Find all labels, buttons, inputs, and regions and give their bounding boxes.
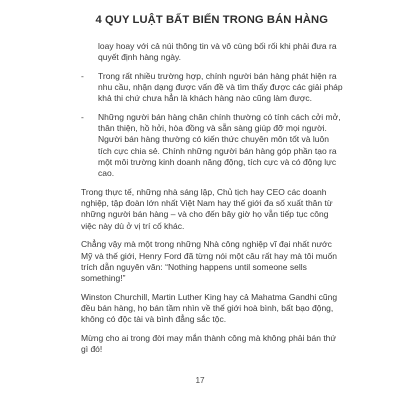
continuation-paragraph: loay hoay với cả núi thông tin và vô cùng bối rối khi phải đưa ra quyết định hàng ngày. [98,41,337,63]
bullet-item [81,71,343,105]
page-body [81,41,343,362]
bullet-marker: - [81,70,84,81]
body-paragraph: Mừng cho ai trong đời may mắn thành công mà không phải bán thứ gì đó! [81,332,337,354]
page-number: 17 [195,376,205,385]
body-paragraph: Trong thực tế, những nhà sáng lập, Chủ tịch hay CEO các doanh nghiệp, tập đoàn lớn nhất Việt Nam hay thế giới đa số xuất thân từ những người bán hàng – và cho đến bây giờ họ vẫn tiếp tục công việc này dù ở vị trí cố khác. [81,186,333,231]
bullet-item [81,112,343,180]
body-paragraph: Winston Churchill, Martin Luther King hay cả Mahatma Gandhi cũng đều bán hàng, họ bán tầm nhìn về thế giới hoà bình, bất bạo động, không có độc tài và bình đẳng sắc tộc. [81,291,338,325]
body-paragraph: Chẳng vậy mà một trong những Nhà công nghiệp vĩ đại nhất nước Mỹ và thế giới, Henry Ford đã từng nói một câu rất hay mà tôi muốn trích dẫn nguyên văn: “Nothing happens until someone sells something!” [81,239,337,284]
bullet-text: Trong rất nhiều trường hợp, chính người bán hàng phát hiện ra nhu cầu, nhận dạng được vấn đề và tìm thấy được các giải pháp khả thi chứ chưa hẳn là khách hàng nào cũng làm được. [98,70,343,104]
bullet-marker: - [81,111,84,122]
bullet-text: Những người bán hàng chân chính thường có tính cách cởi mở, thân thiện, hồ hởi, hòa đồng và sẵn sàng giúp đỡ mọi người. Người bán hàng thường có kiến thức chuyên môn tốt và luôn tích cực chia sẻ. Chính những người bán hàng góp phần tạo ra một môi trường kinh doanh năng động, tích cực và có động lực cao. [98,111,341,179]
running-header: 4 QUY LUẬT BẤT BIẾN TRONG BÁN HÀNG [95,14,328,26]
